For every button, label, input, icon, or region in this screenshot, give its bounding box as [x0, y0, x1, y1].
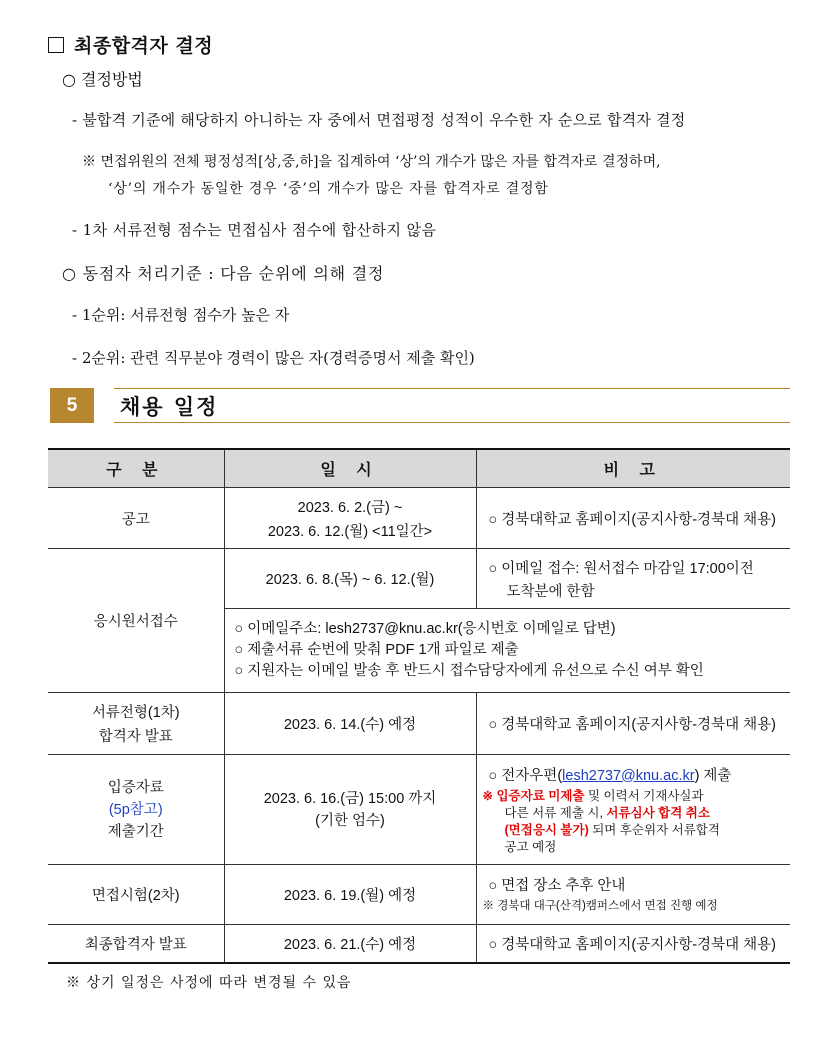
col-header-remark: 비 고	[476, 449, 790, 488]
proof-label	[48, 755, 224, 865]
proof-remark	[476, 755, 790, 865]
warning-mark: ※	[482, 788, 493, 803]
notice-remark: ○ 경북대학교 홈페이지(공지사항-경북대 채용)	[476, 488, 790, 549]
notice-label: 공고	[48, 488, 224, 549]
proof-remark-suffix: ) 제출	[694, 767, 732, 784]
proof-label-line1: 입증자료	[107, 779, 164, 796]
section-number-badge: 5	[50, 388, 94, 423]
proof-date	[224, 755, 476, 865]
warning-text2: 다른 서류 제출 시,	[504, 805, 607, 820]
notice-date	[224, 488, 476, 549]
apply-detail-email: ○ 이메일주소: lesh2737@knu.ac.kr(응시번호 이메일로 답변)	[234, 621, 616, 637]
warning-text4: 공고 예정	[504, 839, 557, 854]
doc-result-date: 2023. 6. 14.(수) 예정	[224, 693, 476, 755]
apply-label: 응시원서접수	[48, 549, 224, 693]
table-row	[48, 693, 790, 755]
section-rule-top	[114, 388, 790, 389]
proof-remark-prefix: ○ 전자우편(	[488, 767, 563, 784]
proof-remark-email-line	[483, 764, 791, 785]
final-selection-title: 최종합격자 결정	[74, 35, 214, 57]
proof-warning-line1	[483, 788, 791, 805]
section5-header	[50, 388, 790, 423]
proof-label-line3: 제출기간	[107, 823, 164, 840]
table-row	[48, 865, 790, 925]
apply-detail-confirm: ○ 지원자는 이메일 발송 후 반드시 접수담당자에게 유선으로 수신 여부 확인	[234, 663, 704, 679]
footnote: ※ 상기 일정은 사정에 따라 변경될 수 있음	[66, 975, 352, 991]
schedule-table	[48, 448, 790, 964]
apply-remark-line2: 도착분에 한함	[506, 583, 595, 600]
col-header-category: 구 분	[48, 449, 224, 488]
interview-remark-line1: ○ 면접 장소 추후 안내	[488, 878, 626, 894]
note-line1: ※ 면접위원의 전체 평정성적[상,중,하]을 집계하여 ‘상’의 개수가 많은 자를 합격자로 결정하며,	[82, 154, 661, 170]
apply-detail-pdf: ○ 제출서류 순번에 맞춰 PDF 1개 파일로 제출	[234, 642, 519, 658]
final-date: 2023. 6. 21.(수) 예정	[224, 925, 476, 963]
warning-text1: 및 이력서 기재사실과	[584, 788, 704, 803]
col-header-date: 일 시	[224, 449, 476, 488]
warning-text3: 되며 후순위자 서류합격	[588, 822, 720, 837]
table-row	[48, 549, 790, 609]
interview-label: 면접시험(2차)	[48, 865, 224, 925]
table-header-row	[48, 449, 790, 488]
interview-date: 2023. 6. 19.(월) 예정	[224, 865, 476, 925]
tie-rank1: - 1순위: 서류전형 점수가 높은 자	[72, 306, 290, 324]
notice-date-start: 2023. 6. 2.(금) ~	[297, 499, 403, 516]
section-rule-bottom	[114, 422, 790, 423]
warning-cancel: 서류심사 합격 취소	[606, 805, 710, 820]
notice-date-end: 2023. 6. 12.(월) <11일간>	[267, 523, 433, 540]
doc-result-label	[48, 693, 224, 755]
proof-warning-line2	[483, 805, 791, 822]
final-remark: ○ 경북대학교 홈페이지(공지사항-경북대 채용)	[476, 925, 790, 963]
section-title: 채용 일정	[120, 395, 219, 419]
warning-no-interview: (면접응시 불가)	[504, 822, 589, 837]
method-title: ○ 결정방법	[62, 70, 143, 89]
doc-result-remark: ○ 경북대학교 홈페이지(공지사항-경북대 채용)	[476, 693, 790, 755]
method-line1: - 불합격 기준에 해당하지 아니하는 자 중에서 면접평정 성적이 우수한 자 순으로 합격자 결정	[72, 111, 686, 129]
proof-date-note: (기한 엄수)	[315, 812, 385, 829]
proof-email-link[interactable]: lesh2737@knu.ac.kr	[562, 767, 695, 784]
final-label: 최종합격자 발표	[48, 925, 224, 963]
interview-remark-line2: ※ 경북대 대구(산격)캠퍼스에서 면접 진행 예정	[482, 900, 718, 912]
method-line2: - 1차 서류전형 점수는 면접심사 점수에 합산하지 않음	[72, 221, 437, 239]
final-selection-heading	[48, 31, 213, 58]
apply-remark	[476, 549, 790, 609]
proof-page-ref: (5p참고)	[108, 801, 163, 818]
doc-result-label-line2: 합격자 발표	[98, 729, 173, 745]
apply-details	[224, 609, 790, 693]
table-row	[48, 925, 790, 963]
tie-rank2: - 2순위: 관련 직무분야 경력이 많은 자(경력증명서 제출 확인)	[72, 349, 475, 367]
note-line2: ‘상’의 개수가 동일한 경우 ‘중’의 개수가 많은 자를 합격자로 결정함	[108, 181, 549, 197]
warning-missing-proof: 입증자료 미제출	[496, 788, 585, 803]
table-row	[48, 488, 790, 549]
apply-date: 2023. 6. 8.(목) ~ 6. 12.(월)	[224, 549, 476, 609]
interview-remark	[476, 865, 790, 925]
checkbox-square-icon	[48, 37, 64, 53]
table-row	[48, 755, 790, 865]
doc-result-label-line1: 서류전형(1차)	[91, 705, 180, 721]
tie-title: ○ 동점자 처리기준 : 다음 순위에 의해 결정	[62, 264, 385, 283]
proof-warning-line3	[483, 822, 791, 839]
apply-remark-line1: ○ 이메일 접수: 원서접수 마감일 17:00이전	[488, 560, 754, 577]
proof-date-deadline: 2023. 6. 16.(금) 15:00 까지	[263, 790, 437, 807]
